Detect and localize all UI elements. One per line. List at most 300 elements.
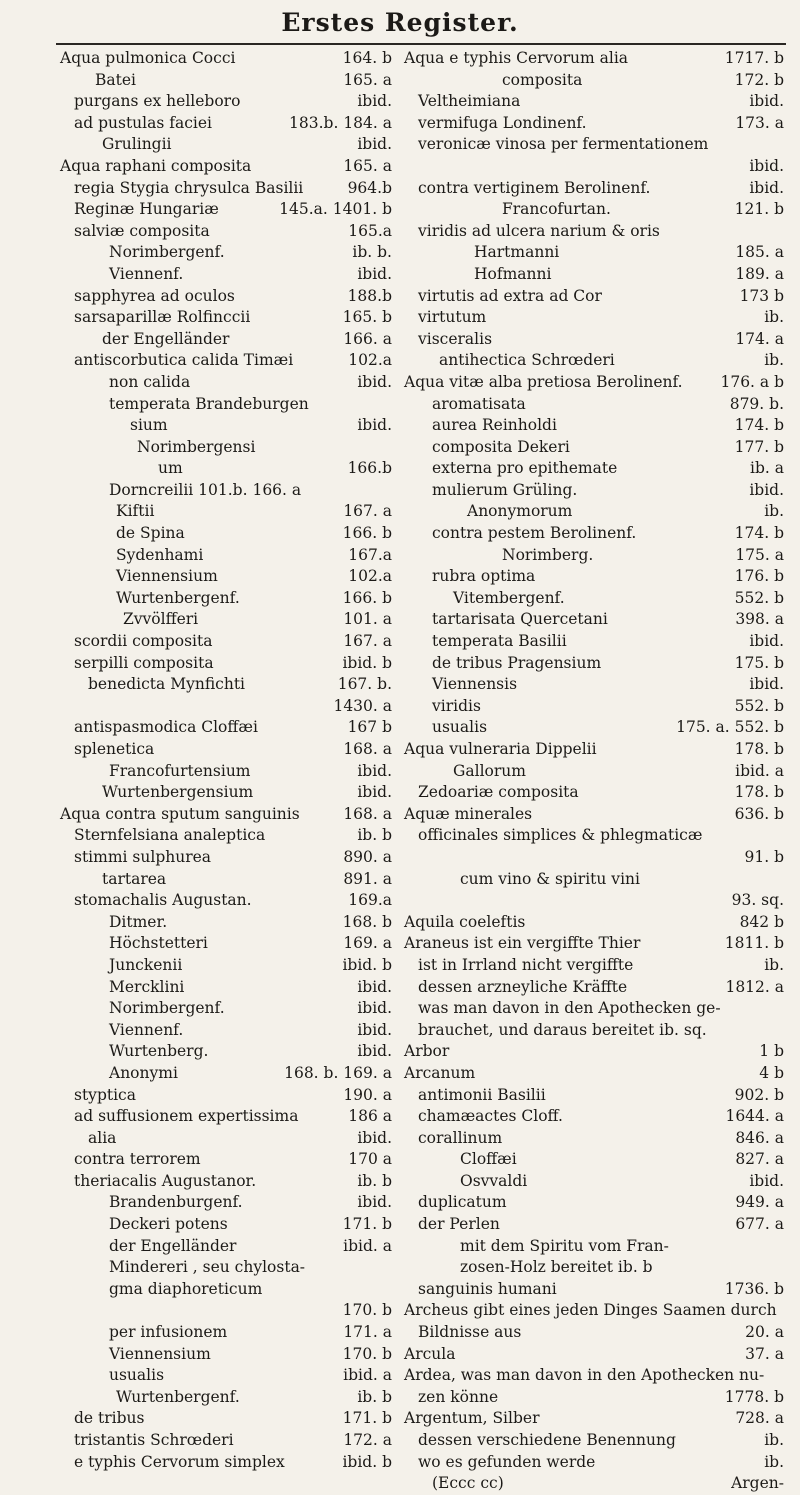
entry-term: brauchet, und daraus bereitet ib. sq. <box>418 1020 707 1039</box>
entry-term: Wurtenbergenf. <box>116 1387 240 1406</box>
index-entry <box>404 804 784 826</box>
entry-page-ref: 174. b <box>734 524 784 543</box>
index-entry <box>60 1106 392 1128</box>
entry-term: dessen verschiedene Benennung <box>418 1431 676 1449</box>
entry-term: salviæ composita <box>74 221 210 240</box>
index-entry <box>404 1085 784 1107</box>
index-entry <box>404 1430 784 1452</box>
index-entry <box>60 134 392 156</box>
entry-term: Vitembergenf. <box>453 588 565 607</box>
entry-term: Anonymi <box>109 1063 178 1082</box>
index-entry <box>404 501 784 523</box>
entry-term: Cloffæi <box>460 1150 517 1169</box>
entry-page-ref: Argen- <box>731 1474 784 1493</box>
entry-page-ref: 190. a <box>343 1085 392 1104</box>
entry-page-ref: 891. a <box>343 869 392 888</box>
index-entry <box>404 350 784 372</box>
index-entry <box>60 955 392 977</box>
index-entry <box>404 998 784 1020</box>
entry-term: Bildnisse aus <box>418 1323 522 1342</box>
entry-term: benedicta Mynfichti <box>88 675 246 694</box>
entry-term: tartarisata Quercetani <box>432 610 608 629</box>
entry-term: Araneus ist ein vergiffte Thier <box>404 934 641 953</box>
entry-term: Aqua contra sputum sanguinis <box>60 804 300 823</box>
index-entry <box>404 70 784 92</box>
entry-page-ref: 174. a <box>735 329 784 348</box>
entry-page-ref: 171. b <box>342 1215 392 1234</box>
entry-page-ref: 552. b <box>734 696 784 715</box>
index-entry <box>60 1322 392 1344</box>
index-entry <box>60 717 392 739</box>
entry-page-ref: 167 b <box>347 718 392 737</box>
entry-term: corallinum <box>418 1128 503 1147</box>
index-entry <box>60 588 392 610</box>
index-entry <box>60 264 392 286</box>
entry-page-ref: ib. b <box>357 1387 392 1406</box>
index-entry <box>60 1279 392 1301</box>
index-entry <box>404 199 784 221</box>
entry-page-ref: 1736. b <box>724 1279 784 1298</box>
entry-term: was man davon in den Apothecken ge- <box>418 999 721 1018</box>
entry-term: antihectica Schrœderi <box>439 351 615 370</box>
entry-page-ref: 949. a <box>735 1193 784 1212</box>
entry-term: de Spina <box>116 524 185 543</box>
entry-page-ref: ibid. <box>357 1020 392 1039</box>
entry-term: de tribus Pragensium <box>432 653 602 672</box>
entry-page-ref: ib. <box>764 502 784 521</box>
index-entry <box>404 329 784 351</box>
index-entry <box>60 1171 392 1193</box>
entry-page-ref: 1 b <box>759 1042 784 1061</box>
entry-term: de tribus <box>74 1409 145 1428</box>
index-entry <box>60 869 392 891</box>
entry-page-ref: 165.a <box>348 221 392 240</box>
entry-page-ref: 1811. b <box>724 934 784 953</box>
entry-term: Junckenii <box>109 955 183 974</box>
entry-page-ref: 846. a <box>735 1128 784 1147</box>
index-entry <box>404 1408 784 1430</box>
index-entry <box>60 242 392 264</box>
entry-page-ref: 164. b <box>342 49 392 67</box>
entry-term: per infusionem <box>109 1323 228 1342</box>
index-entry <box>60 545 392 567</box>
index-entry <box>404 1257 784 1279</box>
index-entry <box>60 653 392 675</box>
index-entry <box>404 782 784 804</box>
entry-term: Wurtenbergenf. <box>116 588 240 607</box>
entry-term: Arcanum <box>404 1063 476 1082</box>
entry-term: Norimbergensi <box>137 437 256 456</box>
entry-term: Ardea, was man davon in den Apothecken nu- <box>404 1366 765 1385</box>
index-entry <box>60 437 392 459</box>
entry-term: Gallorum <box>453 761 526 780</box>
entry-term: Aqua pulmonica Cocci <box>60 49 236 67</box>
index-entry <box>404 869 784 891</box>
entry-page-ref: 552. b <box>734 588 784 607</box>
index-entry <box>60 156 392 178</box>
entry-term: antispasmodica Cloffæi <box>74 718 258 737</box>
entry-term: Francofurtensium <box>109 761 251 780</box>
entry-page-ref: 102.a <box>348 351 392 370</box>
index-entry <box>60 912 392 934</box>
entry-term: cum vino & spiritu vini <box>460 869 640 888</box>
header-rule <box>56 43 786 45</box>
entry-page-ref: 175. a. 552. b <box>676 718 784 737</box>
entry-page-ref: ibid. <box>357 372 392 391</box>
index-entry <box>404 437 784 459</box>
entry-page-ref: ib. b. <box>352 243 392 262</box>
entry-page-ref: ibid. <box>357 135 392 154</box>
index-entry <box>404 264 784 286</box>
entry-page-ref: ibid. <box>749 92 784 111</box>
entry-term: theriacalis Augustanor. <box>74 1171 257 1190</box>
entry-page-ref: 178. b <box>734 783 784 802</box>
entry-page-ref: 172. a <box>343 1431 392 1449</box>
entry-page-ref: 170 a <box>348 1150 392 1169</box>
index-entry <box>404 717 784 739</box>
entry-page-ref: ib. <box>764 1431 784 1449</box>
index-entry <box>60 1063 392 1085</box>
index-entry <box>404 1192 784 1214</box>
entry-page-ref: ib. b <box>357 1171 392 1190</box>
entry-term: mulierum Grüling. <box>432 480 578 499</box>
entry-term: Reginæ Hungariæ <box>74 200 219 219</box>
entry-page-ref: ibid. <box>357 416 392 435</box>
entry-page-ref: 177. b <box>734 437 784 456</box>
entry-page-ref: 1812. a <box>725 977 784 996</box>
index-entry <box>60 674 392 696</box>
entry-term: Dorncreilii 101.b. 166. a <box>109 480 302 499</box>
entry-term: Viennensis <box>432 675 518 694</box>
entry-page-ref: 121. b <box>734 200 784 219</box>
entry-page-ref: 168. a <box>343 804 392 823</box>
index-entry <box>404 588 784 610</box>
index-entry <box>60 1214 392 1236</box>
entry-page-ref: 93. sq. <box>731 891 784 910</box>
index-entry <box>404 696 784 718</box>
index-entry <box>60 1149 392 1171</box>
entry-term: stimmi sulphurea <box>74 847 212 866</box>
entry-page-ref: ibid. <box>357 977 392 996</box>
entry-page-ref: ibid. <box>749 178 784 197</box>
entry-page-ref: 166. b <box>342 524 392 543</box>
entry-page-ref: ibid. <box>357 783 392 802</box>
index-column-left <box>60 48 392 1473</box>
entry-term: Sydenhami <box>116 545 204 564</box>
entry-term: Aqua raphani composita <box>60 156 252 175</box>
entry-page-ref: 170. b <box>342 1344 392 1363</box>
entry-page-ref: 1778. b <box>724 1387 784 1406</box>
entry-page-ref: 169.a <box>348 891 392 910</box>
index-entry <box>404 1236 784 1258</box>
entry-page-ref: 20. a <box>745 1323 784 1342</box>
index-entry <box>60 566 392 588</box>
index-entry <box>60 1236 392 1258</box>
entry-term: viridis <box>432 696 481 715</box>
entry-page-ref: ib. b <box>357 826 392 845</box>
entry-term: Hofmanni <box>474 264 552 283</box>
index-entry <box>404 523 784 545</box>
entry-page-ref: 165. a <box>343 156 392 175</box>
entry-term: Zvvölfferi <box>123 610 199 629</box>
entry-page-ref: 166. b <box>342 588 392 607</box>
entry-term: Aqua vitæ alba pretiosa Berolinenf. <box>404 372 683 391</box>
entry-page-ref: 168. a <box>343 740 392 758</box>
entry-term: tartarea <box>102 869 167 888</box>
entry-term: aromatisata <box>432 394 526 413</box>
index-entry <box>404 286 784 308</box>
entry-page-ref: ibid. <box>357 1128 392 1147</box>
entry-term: Norimberg. <box>502 545 594 564</box>
index-entry <box>60 458 392 480</box>
entry-term: officinales simplices & phlegmaticæ <box>418 826 703 845</box>
index-entry <box>60 70 392 92</box>
entry-term: Viennensium <box>116 567 218 586</box>
entry-term: Ditmer. <box>109 912 168 931</box>
entry-term: contra pestem Berolinenf. <box>432 524 637 543</box>
entry-term: Viennensium <box>109 1344 211 1363</box>
index-entry <box>404 178 784 200</box>
entry-page-ref: ibid. <box>357 264 392 283</box>
index-entry <box>60 1192 392 1214</box>
entry-page-ref: ibid. b <box>342 653 392 672</box>
index-entry <box>404 1214 784 1236</box>
entry-page-ref: ibid. a <box>343 1366 392 1385</box>
index-entry <box>60 307 392 329</box>
entry-term: Zedoariæ composita <box>418 783 579 802</box>
index-entry <box>404 761 784 783</box>
index-entry <box>404 1041 784 1063</box>
entry-page-ref: 165. b <box>342 308 392 327</box>
entry-term: Sternfelsiana analeptica <box>74 826 266 845</box>
entry-term: contra terrorem <box>74 1150 201 1169</box>
entry-term: usualis <box>432 718 488 737</box>
index-entry <box>404 631 784 653</box>
entry-page-ref: 178. b <box>734 740 784 758</box>
entry-page-ref: ibid. <box>357 1193 392 1212</box>
entry-term: gma diaphoreticum <box>109 1279 263 1298</box>
entry-term: Aquila coeleftis <box>404 912 526 931</box>
entry-term: (Eccc cc) <box>432 1474 504 1493</box>
entry-term: der Perlen <box>418 1215 500 1234</box>
entry-term: veronicæ vinosa per fermentationem <box>418 135 709 154</box>
index-entry <box>60 394 392 416</box>
index-entry <box>404 912 784 934</box>
entry-page-ref: ibid. a <box>343 1236 392 1255</box>
entry-page-ref: 171. a <box>343 1323 392 1342</box>
index-entry <box>60 1041 392 1063</box>
index-entry <box>404 1063 784 1085</box>
index-entry <box>60 1257 392 1279</box>
index-entry <box>404 91 784 113</box>
entry-term: Anonymorum <box>467 502 573 521</box>
index-entry <box>60 178 392 200</box>
index-entry <box>404 1387 784 1409</box>
entry-term: alia <box>88 1128 117 1147</box>
entry-page-ref: ib. <box>764 351 784 370</box>
index-entry <box>404 1106 784 1128</box>
entry-page-ref: ibid. <box>357 92 392 111</box>
entry-term: antimonii Basilii <box>418 1085 546 1104</box>
entry-page-ref: 167. a <box>343 502 392 521</box>
index-column-right <box>404 48 784 1495</box>
entry-page-ref: ib. <box>764 955 784 974</box>
entry-term: zosen-Holz bereitet ib. b <box>460 1258 653 1277</box>
entry-page-ref: 398. a <box>735 610 784 629</box>
index-entry <box>404 545 784 567</box>
entry-page-ref: 1430. a <box>333 696 392 715</box>
entry-page-ref: 165. a <box>343 70 392 89</box>
entry-page-ref: ibid. <box>749 156 784 175</box>
entry-page-ref: 186 a <box>348 1107 392 1126</box>
entry-term: Aqua vulneraria Dippelii <box>404 740 597 758</box>
entry-term: zen könne <box>418 1387 499 1406</box>
entry-page-ref: 728. a <box>735 1409 784 1428</box>
entry-term: Norimbergenf. <box>109 243 225 262</box>
entry-page-ref: ibid. <box>357 1042 392 1061</box>
index-entry <box>404 221 784 243</box>
index-entry <box>404 1279 784 1301</box>
entry-term: styptica <box>74 1085 136 1104</box>
entry-term: der Engelländer <box>109 1236 237 1255</box>
entry-term: virtutis ad extra ad Cor <box>418 286 602 305</box>
entry-term: non calida <box>109 372 191 391</box>
index-entry <box>60 501 392 523</box>
entry-term: Hartmanni <box>474 243 560 262</box>
entry-term: sarsaparillæ Rolfinccii <box>74 308 251 327</box>
entry-term: sanguinis humani <box>418 1279 557 1298</box>
index-entry <box>60 609 392 631</box>
index-entry <box>60 286 392 308</box>
index-entry <box>60 761 392 783</box>
index-entry <box>404 1344 784 1366</box>
index-entry <box>60 480 392 502</box>
entry-page-ref: 185. a <box>735 243 784 262</box>
entry-term: viridis ad ulcera narium & oris <box>418 221 660 240</box>
entry-term: composita Dekeri <box>432 437 570 456</box>
entry-page-ref: 173 b <box>739 286 784 305</box>
entry-term: Archeus gibt eines jeden Dinges Saamen durch <box>404 1301 777 1320</box>
entry-term: purgans ex helleboro <box>74 92 241 111</box>
index-entry <box>60 1365 392 1387</box>
entry-page-ref: 145.a. 1401. b <box>279 200 392 219</box>
entry-term: rubra optima <box>432 567 536 586</box>
index-entry <box>60 1085 392 1107</box>
entry-term: antiscorbutica calida Timæi <box>74 351 294 370</box>
entry-term: Wurtenberg. <box>109 1042 209 1061</box>
entry-term: Höchstetteri <box>109 934 208 953</box>
index-entry <box>60 998 392 1020</box>
entry-page-ref: ib. <box>764 308 784 327</box>
entry-page-ref: 1644. a <box>725 1107 784 1126</box>
index-entry <box>404 394 784 416</box>
entry-term: Argentum, Silber <box>404 1409 540 1428</box>
entry-page-ref: 37. a <box>745 1344 784 1363</box>
entry-term: Francofurtan. <box>502 200 611 219</box>
index-entry <box>60 933 392 955</box>
entry-term: serpilli composita <box>74 653 214 672</box>
entry-page-ref: ibid. <box>749 675 784 694</box>
entry-term: Arcula <box>404 1344 456 1363</box>
index-entry <box>60 782 392 804</box>
index-entry <box>404 674 784 696</box>
entry-page-ref: 167.a <box>348 545 392 564</box>
entry-page-ref: ibid. a <box>735 761 784 780</box>
entry-term: um <box>158 459 183 478</box>
entry-term: virtutum <box>418 308 487 327</box>
entry-term: Aqua e typhis Cervorum alia <box>404 49 629 67</box>
index-entry <box>60 1430 392 1452</box>
index-entry <box>404 1473 784 1495</box>
entry-page-ref: 172. b <box>734 70 784 89</box>
index-entry <box>404 1171 784 1193</box>
entry-page-ref: 170. b <box>342 1301 392 1320</box>
entry-page-ref: 174. b <box>734 416 784 435</box>
entry-term: temperata Brandeburgen <box>109 394 309 413</box>
entry-term: dessen arzneyliche Kräffte <box>418 977 628 996</box>
entry-term: Grulingii <box>102 135 172 154</box>
index-entry <box>60 804 392 826</box>
index-entry <box>60 1408 392 1430</box>
entry-term: ad suffusionem expertissima <box>74 1107 299 1126</box>
entry-term: usualis <box>109 1366 165 1385</box>
entry-term: externa pro epithemate <box>432 459 618 478</box>
entry-term: Veltheimiana <box>418 92 521 111</box>
entry-page-ref: 101. a <box>343 610 392 629</box>
index-entry <box>404 242 784 264</box>
index-entry <box>60 113 392 135</box>
entry-term: vermifuga Londinenf. <box>418 113 587 132</box>
entry-page-ref: 890. a <box>343 847 392 866</box>
entry-page-ref: 167. b. <box>337 675 392 694</box>
index-entry <box>404 890 784 912</box>
entry-page-ref: ibid. <box>749 480 784 499</box>
entry-page-ref: 166. a <box>343 329 392 348</box>
index-entry <box>404 415 784 437</box>
entry-term: e typhis Cervorum simplex <box>74 1452 285 1471</box>
entry-term: sapphyrea ad oculos <box>74 286 235 305</box>
entry-term: Arbor <box>404 1042 450 1061</box>
index-entry <box>60 1344 392 1366</box>
entry-term: Norimbergenf. <box>109 999 225 1018</box>
index-entry <box>404 1452 784 1474</box>
entry-page-ref: 879. b. <box>729 394 784 413</box>
index-entry <box>404 739 784 761</box>
entry-page-ref: 102.a <box>348 567 392 586</box>
entry-page-ref: 188.b <box>347 286 392 305</box>
index-entry <box>60 1452 392 1474</box>
entry-page-ref: 183.b. 184. a <box>289 113 392 132</box>
index-entry <box>404 134 784 156</box>
entry-page-ref: 4 b <box>759 1063 784 1082</box>
entry-page-ref: ibid. <box>749 1171 784 1190</box>
entry-page-ref: 91. b <box>744 847 784 866</box>
index-entry <box>60 825 392 847</box>
entry-term: chamæactes Cloff. <box>418 1107 563 1126</box>
entry-term: tristantis Schrœderi <box>74 1431 234 1449</box>
index-entry <box>60 696 392 718</box>
entry-term: Brandenburgenf. <box>109 1193 243 1212</box>
entry-page-ref: 176. a b <box>720 372 784 391</box>
entry-page-ref: 964.b <box>347 178 392 197</box>
entry-page-ref: 168. b. 169. a <box>284 1063 392 1082</box>
entry-page-ref: ib. a <box>750 459 784 478</box>
entry-term: duplicatum <box>418 1193 507 1212</box>
entry-term: sium <box>130 416 168 435</box>
index-entry <box>404 1128 784 1150</box>
entry-page-ref: 842 b <box>739 912 784 931</box>
entry-term: ist in Irrland nicht vergiffte <box>418 955 634 974</box>
